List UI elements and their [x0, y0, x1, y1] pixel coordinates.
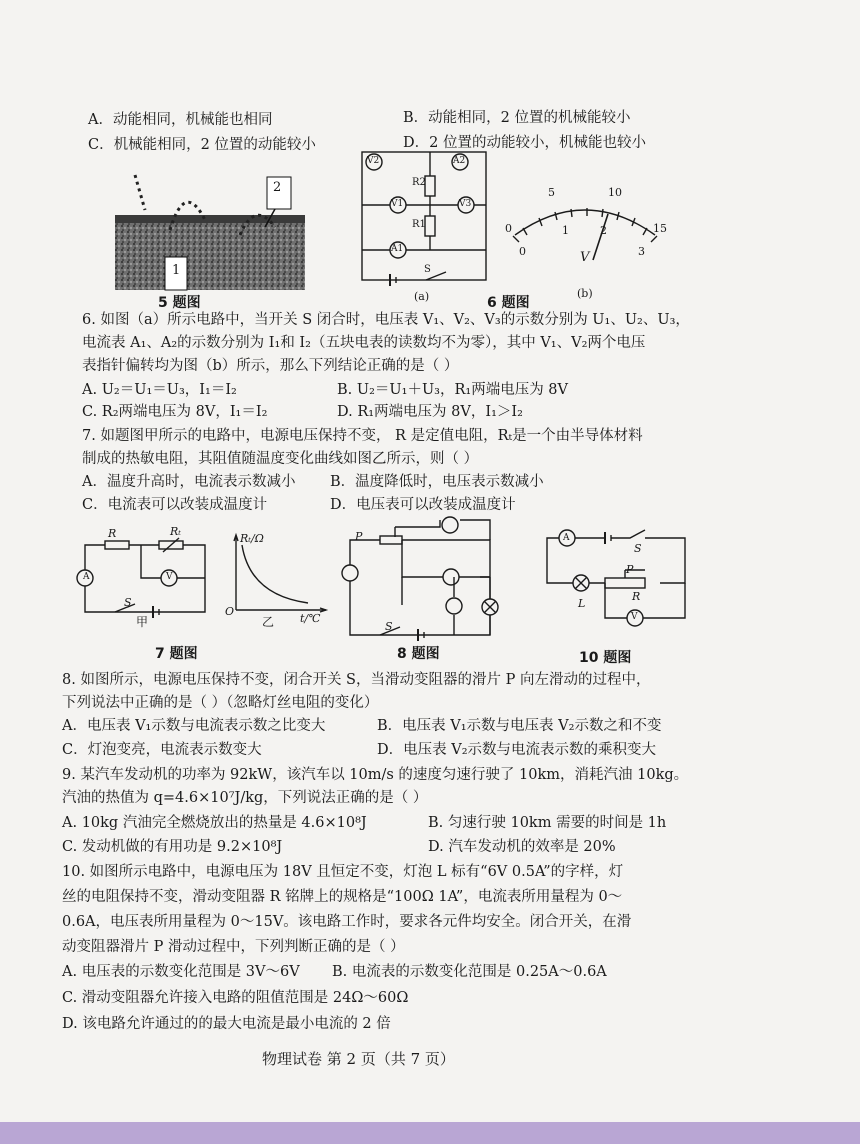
fig7-origin: O	[225, 605, 235, 618]
q9-option-a: A. 10kg 汽油完全燃烧放出的热量是 4.6×10⁸J	[62, 815, 367, 831]
fig6-r2: R2	[412, 177, 426, 188]
q5-option-d: D．2 位置的动能较小，机械能也较小	[403, 135, 646, 151]
figure-7-circuit	[75, 540, 215, 620]
figure-10-circuit	[545, 528, 690, 638]
fig6-caption: 6 题图	[487, 295, 530, 311]
fig6-meter-15: 15	[653, 222, 667, 235]
q8-stem-line1: 8. 如图所示，电源电压保持不变，闭合开关 S，当滑动变阻器的滑片 P 向左滑动的过程中，	[62, 672, 651, 688]
fig6-s: S	[424, 264, 431, 275]
q9-option-d: D. 汽车发动机的效率是 20%	[428, 839, 616, 855]
fig5-label-1: 1	[172, 263, 181, 278]
fig7-s-label: S	[124, 596, 132, 609]
fig8-p: P	[355, 530, 363, 543]
fig7-r-label: R	[108, 527, 117, 540]
fig6-v2: V2	[367, 156, 380, 166]
fig7-voltmeter: V	[166, 572, 173, 582]
fig6-v1: V1	[391, 199, 404, 209]
fig6-r1: R1	[412, 219, 426, 230]
fig7-rt-label: Rₜ	[170, 525, 181, 538]
figure-8-circuit	[340, 515, 500, 640]
q7-stem-line2: 制成的热敏电阻，其阻值随温度变化曲线如图乙所示，则（ ）	[82, 451, 479, 467]
fig8-s: S	[385, 620, 393, 633]
q10-stem-line1: 10. 如图所示电路中，电源电压为 18V 且恒定不变，灯泡 L 标有“6V 0.5A”的字样，灯	[62, 864, 624, 880]
fig7-yi: 乙	[262, 615, 275, 629]
fig6-v3: V3	[459, 199, 472, 209]
q10-option-a: A. 电压表的示数变化范围是 3V～6V	[62, 964, 300, 980]
q7-option-b: B．温度降低时，电压表示数减小	[330, 474, 544, 490]
q6-stem-line3: 表指针偏转均为图（b）所示，那么下列结论正确的是（ ）	[82, 358, 459, 374]
q5-option-b: B．动能相同，2 位置的机械能较小	[403, 110, 631, 126]
q8-option-d: D．电压表 V₂示数与电流表示数的乘积变大	[377, 742, 657, 758]
fig6-a2: A2	[453, 156, 466, 166]
q8-stem-line2: 下列说法中正确的是（ ）（忽略灯丝电阻的变化）	[62, 695, 379, 711]
fig10-s: S	[634, 542, 642, 555]
fig6-sub-b: (b)	[577, 287, 593, 300]
fig5-caption: 5 题图	[158, 295, 201, 311]
fig7-rt-axis: Rₜ/Ω	[240, 532, 264, 545]
q10-stem-line2: 丝的电阻保持不变，滑动变阻器 R 铭牌上的规格是“100Ω 1A”，电流表所用量程为 0～	[62, 889, 623, 905]
q10-option-c: C. 滑动变阻器允许接入电路的阻值范围是 24Ω～60Ω	[62, 990, 409, 1006]
figure-7-graph	[228, 535, 328, 615]
q8-option-a: A．电压表 V₁示数与电流表示数之比变大	[62, 718, 326, 734]
q10-option-b: B. 电流表的示数变化范围是 0.25A～0.6A	[332, 964, 607, 980]
fig6-meter-2: 2	[600, 224, 607, 237]
q5-option-a: A．动能相同，机械能也相同	[88, 112, 273, 128]
q6-option-d: D. R₁两端电压为 8V，I₁＞I₂	[337, 404, 523, 420]
fig6-meter-5: 5	[548, 186, 555, 199]
q9-stem-line1: 9. 某汽车发动机的功率为 92kW，该汽车以 10m/s 的速度匀速行驶了 10km，消耗汽油 10kg。	[62, 767, 689, 783]
fig8-caption: 8 题图	[397, 646, 440, 662]
fig6-meter-0-outer: 0	[505, 222, 512, 235]
q6-option-a: A. U₂＝U₁＝U₃，I₁＝I₂	[82, 382, 237, 398]
q10-stem-line3: 0.6A，电压表所用量程为 0～15V。该电路工作时，要求各元件均安全。闭合开关，在滑	[62, 914, 632, 930]
q6-option-c: C. R₂两端电压为 8V，I₁＝I₂	[82, 404, 268, 420]
scan-edge-band	[0, 1122, 860, 1144]
fig10-caption: 10 题图	[579, 650, 632, 666]
fig6-meter-3: 3	[638, 245, 645, 258]
fig7-jia: 甲	[136, 615, 149, 629]
q7-option-c: C．电流表可以改装成温度计	[82, 497, 268, 513]
q7-option-a: A．温度升高时，电流表示数减小	[82, 474, 296, 490]
fig7-t-axis: t/℃	[300, 612, 321, 625]
q6-stem-line1: 6. 如图（a）所示电路中，当开关 S 闭合时，电压表 V₁、V₂、V₃的示数分别为 U₁、U₂、U₃，	[82, 312, 690, 328]
fig6-sub-a: (a)	[414, 290, 430, 303]
q7-option-d: D．电压表可以改装成温度计	[330, 497, 516, 513]
q6-option-b: B. U₂＝U₁＋U₃，R₁两端电压为 8V	[337, 382, 569, 398]
fig6-meter-0-inner: 0	[519, 245, 526, 258]
fig10-r: R	[632, 590, 641, 603]
fig6-meter-1: 1	[562, 224, 569, 237]
fig7-caption: 7 题图	[155, 646, 198, 662]
fig10-ammeter: A	[563, 533, 570, 543]
fig10-p: P	[626, 563, 634, 576]
q6-stem-line2: 电流表 A₁、A₂的示数分别为 I₁和 I₂（五块电表的读数均不为零），其中 V₁、V₂两个电压	[82, 335, 646, 351]
page-footer: 物理试卷 第 2 页（共 7 页）	[262, 1050, 455, 1068]
q9-option-c: C. 发动机做的有用功是 9.2×10⁸J	[62, 839, 283, 855]
fig6-meter-unit: V	[580, 250, 590, 265]
fig7-ammeter: A	[83, 572, 90, 582]
q9-stem-line2: 汽油的热值为 q=4.6×10⁷J/kg，下列说法正确的是（ ）	[62, 790, 428, 806]
q9-option-b: B. 匀速行驶 10km 需要的时间是 1h	[428, 815, 667, 831]
q10-option-d: D. 该电路允许通过的的最大电流是最小电流的 2 倍	[62, 1016, 391, 1032]
fig6-a1: A1	[391, 244, 404, 254]
fig5-label-2: 2	[273, 180, 282, 195]
q7-stem-line1: 7. 如题图甲所示的电路中，电源电压保持不变， R 是定值电阻，Rₜ是一个由半导体材料	[82, 428, 643, 444]
q8-option-c: C．灯泡变亮，电流表示数变大	[62, 742, 262, 758]
fig6-meter-10: 10	[608, 186, 622, 199]
q5-option-c: C．机械能相同，2 位置的动能较小	[88, 137, 316, 153]
fig10-voltmeter: V	[631, 612, 638, 622]
q8-option-b: B．电压表 V₁示数与电压表 V₂示数之和不变	[377, 718, 662, 734]
q10-stem-line4: 动变阻器滑片 P 滑动过程中，下列判断正确的是（ ）	[62, 939, 405, 955]
fig10-l: L	[578, 597, 586, 610]
